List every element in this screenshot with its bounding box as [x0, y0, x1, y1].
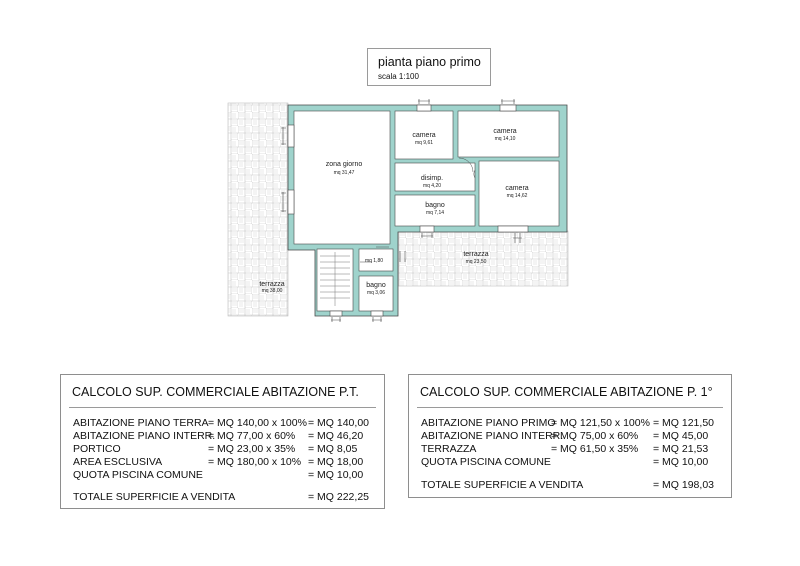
calc-p1-row-label: QUOTA PISCINA COMUNE [421, 456, 551, 468]
calc-pt-title: CALCOLO SUP. COMMERCIALE ABITAZIONE P.T. [72, 385, 359, 399]
calc-pt-row-calc: = MQ 77,00 x 60% [208, 430, 296, 442]
calc-pt-row-label: ABITAZIONE PIANO INTERR. [73, 430, 216, 442]
calc-p1-row-label: TERRAZZA [421, 443, 477, 455]
calc-p1-total-value: = MQ 198,03 [653, 479, 714, 491]
calc-p1-row-result: = MQ 10,00 [653, 456, 709, 468]
room-camera-3-area: mq 14,62 [506, 193, 528, 199]
plan-title: pianta piano primo [378, 55, 481, 69]
calc-pt-row-result: = MQ 140,00 [308, 417, 369, 429]
room-bagno-1-area: mq 7,14 [425, 210, 445, 216]
room-camera-3-name: camera [505, 185, 529, 192]
room-small-area: mq 1,80 [364, 258, 384, 264]
calc-pt-row-label: PORTICO [73, 443, 121, 455]
calc-pt-row-label: ABITAZIONE PIANO TERRA [73, 417, 209, 429]
calc-pt-divider [69, 407, 376, 408]
calc-p1-title: CALCOLO SUP. COMMERCIALE ABITAZIONE P. 1° [420, 385, 713, 399]
calc-box-pt [60, 374, 385, 509]
calc-p1-row-result: = MQ 121,50 [653, 417, 714, 429]
calc-p1-row-calc: = MQ 75,00 x 60% [551, 430, 639, 442]
calc-p1-row-calc: = MQ 121,50 x 100% [551, 417, 650, 429]
calc-pt-row-label: AREA ESCLUSIVA [73, 456, 163, 468]
calc-p1-row-calc: = MQ 61,50 x 35% [551, 443, 639, 455]
calc-pt-row-result: = MQ 10,00 [308, 469, 364, 481]
room-zona-giorno-name: zona giorno [325, 161, 363, 168]
room-terrazza-right-area: mq 23,50 [465, 259, 487, 265]
room-camera-2-area: mq 14,10 [494, 136, 516, 142]
calc-pt-row-result: = MQ 18,00 [308, 456, 364, 468]
calc-pt-row-result: = MQ 46,20 [308, 430, 364, 442]
room-terrazza-left-area: mq 38,00 [261, 288, 283, 294]
calc-pt-row-calc: = MQ 140,00 x 100% [208, 417, 307, 429]
calc-p1-row-result: = MQ 45,00 [653, 430, 709, 442]
room-disimp-name: disimp. [420, 175, 444, 182]
calc-box-p1 [408, 374, 732, 498]
room-bagno-2-name: bagno [366, 282, 386, 289]
plan-scale: scala 1:100 [378, 72, 419, 81]
room-bagno-1-name: bagno [425, 202, 445, 209]
room-terrazza-right-name: terrazza [463, 251, 489, 258]
zona-giorno-floor [294, 111, 390, 244]
calc-pt-row-calc: = MQ 23,00 x 35% [208, 443, 296, 455]
room-camera-1-area: mq 9,61 [414, 140, 434, 146]
room-camera-2-name: camera [493, 128, 517, 135]
calc-pt-row-calc: = MQ 180,00 x 10% [208, 456, 302, 468]
room-bagno-2-area: mq 3,06 [366, 290, 386, 296]
calc-pt-row-result: = MQ 8,05 [308, 443, 358, 455]
calc-p1-divider [417, 407, 723, 408]
room-camera-1-name: camera [412, 132, 436, 139]
calc-p1-row-result: = MQ 21,53 [653, 443, 709, 455]
room-disimp-area: mq 4,20 [422, 183, 442, 189]
calc-pt-total-label: TOTALE SUPERFICIE A VENDITA [73, 491, 236, 503]
room-zona-giorno-area: mq 31,47 [333, 170, 355, 176]
calc-p1-row-label: ABITAZIONE PIANO INTERR. [421, 430, 564, 442]
calc-p1-total-label: TOTALE SUPERFICIE A VENDITA [421, 479, 584, 491]
calc-p1-row-label: ABITAZIONE PIANO PRIMO [421, 417, 556, 429]
room-terrazza-left-name: terrazza [259, 281, 285, 288]
calc-pt-total-value: = MQ 222,25 [308, 491, 369, 503]
calc-pt-row-label: QUOTA PISCINA COMUNE [73, 469, 203, 481]
